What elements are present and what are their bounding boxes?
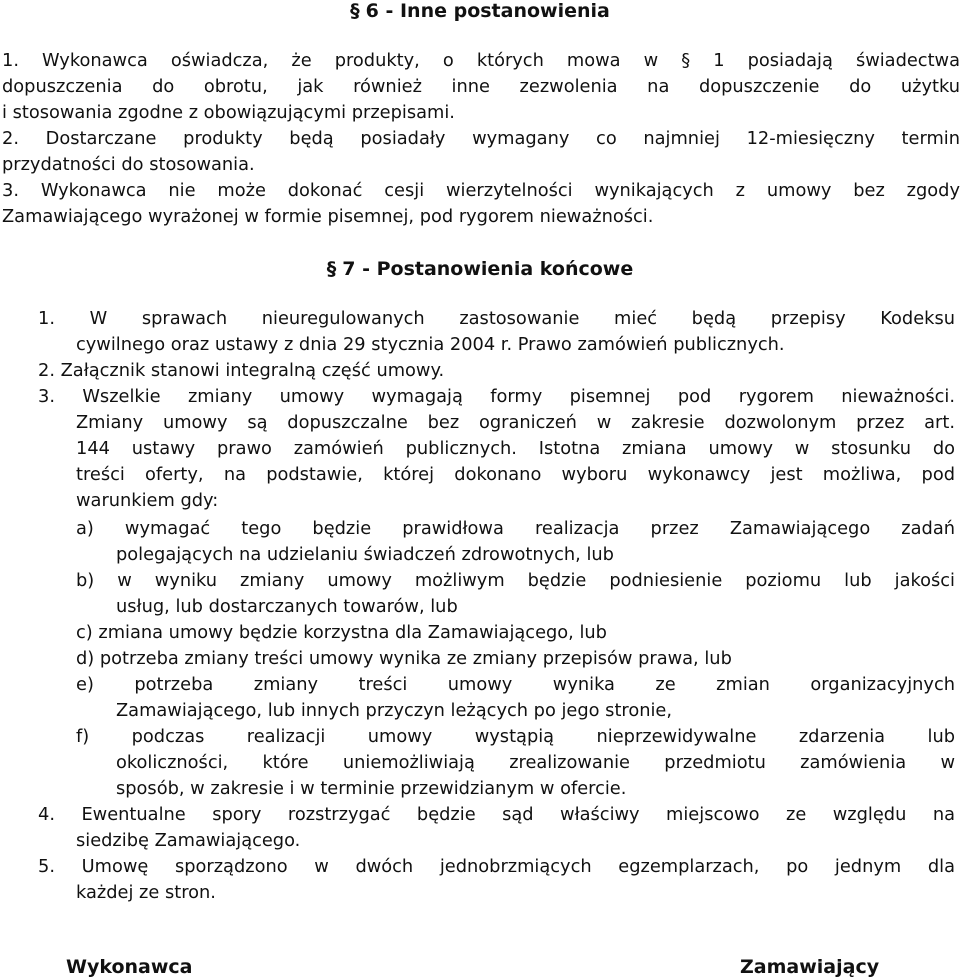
paragraph-symbol: § xyxy=(350,0,360,22)
subitem-c-line-1: c) zmiana umowy będzie korzystna dla Zamawiającego, lub xyxy=(76,622,607,643)
s7-item-3-line-2: Zmiany umowy są dopuszczalne bez ograniczeń w zakresie dozwolonym przez art. xyxy=(76,412,955,433)
subitem-e-line-1: e) potrzeba zmiany treści umowy wynika ze zmian organizacyjnych xyxy=(76,674,955,695)
section-6-heading xyxy=(0,0,960,24)
subitem-f-line-3: sposób, w zakresie i w terminie przewidzianym w ofercie. xyxy=(116,778,627,799)
s7-item-3-line-1: 3. Wszelkie zmiany umowy wymagają formy pisemnej pod rygorem nieważności. xyxy=(38,386,955,407)
paragraph-symbol: § xyxy=(326,258,337,280)
s7-item-4-line-1: 4. Ewentualne spory rozstrzygać będzie sąd właściwy miejscowo ze względu na xyxy=(38,804,955,825)
subitem-f-line-1: f) podczas realizacji umowy wystąpią nieprzewidywalne zdarzenia lub xyxy=(76,726,955,747)
section-6-title: 6 - Inne postanowienia xyxy=(365,0,610,22)
s6-item-2-line-1: 2. Dostarczane produkty będą posiadały wymagany co najmniej 12-miesięczny termin xyxy=(2,128,960,149)
s6-item-1-line-2: dopuszczenia do obrotu, jak również inne zezwolenia na dopuszczenie do użytku xyxy=(2,76,960,97)
s6-item-1-line-3: i stosowania zgodne z obowiązującymi przepisami. xyxy=(2,102,455,123)
s7-item-3-line-5: warunkiem gdy: xyxy=(76,490,219,511)
s7-item-1-line-2: cywilnego oraz ustawy z dnia 29 stycznia 2004 r. Prawo zamówień publicznych. xyxy=(76,334,785,355)
signature-ordering-party: Zamawiający xyxy=(740,956,880,978)
s7-item-3-line-4: treści oferty, na podstawie, której dokonano wyboru wykonawcy jest możliwa, pod xyxy=(76,464,955,485)
s6-item-3-line-1: 3. Wykonawca nie może dokonać cesji wierzytelności wynikających z umowy bez zgody xyxy=(2,180,960,201)
s7-item-2-line-1: 2. Załącznik stanowi integralną część umowy. xyxy=(38,360,445,381)
section-7-heading xyxy=(0,256,960,282)
subitem-a-line-2: polegających na udzielaniu świadczeń zdrowotnych, lub xyxy=(116,544,614,565)
subitem-b-line-2: usług, lub dostarczanych towarów, lub xyxy=(116,596,458,617)
s7-item-5-line-1: 5. Umowę sporządzono w dwóch jednobrzmiących egzemplarzach, po jednym dla xyxy=(38,856,955,877)
signature-contractor: Wykonawca xyxy=(66,956,193,978)
section-7-title: 7 - Postanowienia końcowe xyxy=(342,258,634,280)
s6-item-1-line-1: 1. Wykonawca oświadcza, że produkty, o których mowa w § 1 posiadają świadectwa xyxy=(2,50,960,71)
s6-item-3-line-2: Zamawiającego wyrażonej w formie pisemnej, pod rygorem nieważności. xyxy=(2,206,654,227)
subitem-a-line-1: a) wymagać tego będzie prawidłowa realizacja przez Zamawiającego zadań xyxy=(76,518,955,539)
subitem-b-line-1: b) w wyniku zmiany umowy możliwym będzie podniesienie poziomu lub jakości xyxy=(76,570,955,591)
s7-item-3-line-3: 144 ustawy prawo zamówień publicznych. Istotna zmiana umowy w stosunku do xyxy=(76,438,955,459)
s6-item-2-line-2: przydatności do stosowania. xyxy=(2,154,255,175)
subitem-f-line-2: okoliczności, które uniemożliwiają zrealizowanie przedmiotu zamówienia w xyxy=(116,752,955,773)
s7-item-1-line-1: 1. W sprawach nieuregulowanych zastosowanie mieć będą przepisy Kodeksu xyxy=(38,308,955,329)
s7-item-5-line-2: każdej ze stron. xyxy=(76,882,216,903)
subitem-e-line-2: Zamawiającego, lub innych przyczyn leżących po jego stronie, xyxy=(116,700,673,721)
s7-item-4-line-2: siedzibę Zamawiającego. xyxy=(76,830,301,851)
subitem-d-line-1: d) potrzeba zmiany treści umowy wynika ze zmiany przepisów prawa, lub xyxy=(76,648,732,669)
